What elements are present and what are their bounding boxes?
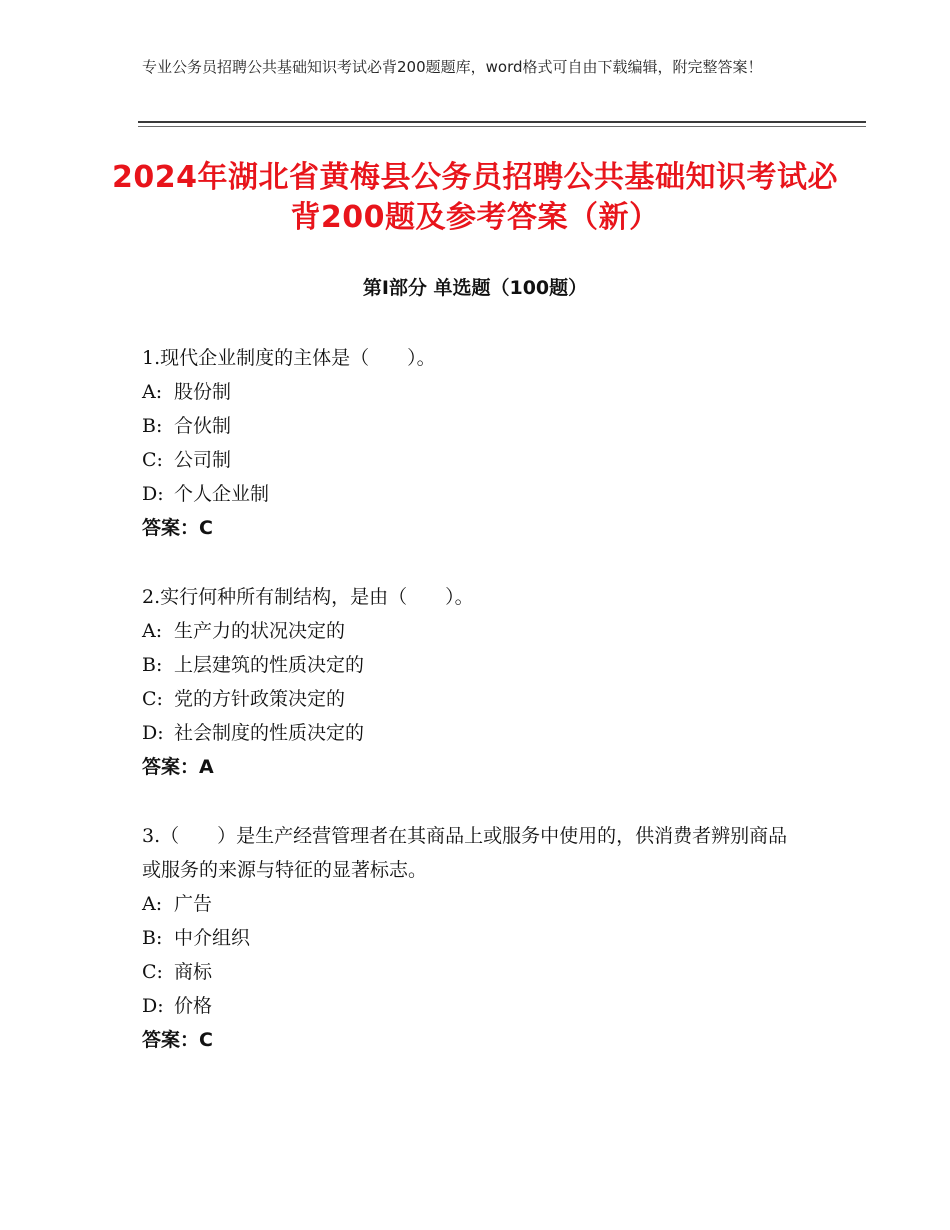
option-d: [142, 989, 802, 1023]
option-a: [142, 887, 802, 921]
option-letter: B:: [142, 927, 163, 949]
option-text: 价格: [174, 995, 213, 1017]
option-text: 党的方针政策决定的: [174, 688, 346, 710]
header-rule-thin: [138, 126, 866, 127]
option-text: 股份制: [174, 381, 232, 403]
option-text: 上层建筑的性质决定的: [174, 654, 365, 676]
option-text: 商标: [174, 961, 213, 983]
header-rule-thick: [138, 121, 866, 123]
option-letter: B:: [142, 415, 163, 437]
option-letter: B:: [142, 654, 163, 676]
option-letter: A:: [142, 893, 163, 915]
answer-line: 答案：C: [142, 517, 213, 539]
option-text: 生产力的状况决定的: [174, 620, 346, 642]
option-text: 合伙制: [174, 415, 232, 437]
answer-line: 答案：C: [142, 1029, 213, 1051]
option-c: [142, 682, 822, 716]
document-title: 2024年湖北省黄梅县公务员招聘公共基础知识考试必背200题及参考答案（新）: [112, 160, 838, 235]
option-c: [142, 955, 802, 989]
option-text: 广告: [174, 893, 213, 915]
option-letter: C:: [142, 688, 163, 710]
option-a: [142, 614, 822, 648]
option-a: [142, 375, 822, 409]
question-stem: 1.现代企业制度的主体是（ ）。: [142, 347, 436, 369]
option-b: [142, 921, 802, 955]
option-letter: D:: [142, 995, 164, 1017]
question-stem: 2.实行何种所有制结构，是由（ ）。: [142, 586, 474, 608]
option-c: [142, 443, 822, 477]
answer-line: 答案：A: [142, 756, 214, 778]
option-letter: C:: [142, 961, 163, 983]
header-note: 专业公务员招聘公共基础知识考试必背200题题库，word格式可自由下载编辑，附完整答案！: [142, 58, 763, 76]
option-letter: A:: [142, 620, 163, 642]
option-text: 公司制: [174, 449, 232, 471]
section-heading: 第Ⅰ部分 单选题（100题）: [362, 277, 588, 299]
question-3: [142, 819, 802, 1057]
option-d: [142, 477, 822, 511]
option-letter: A:: [142, 381, 163, 403]
option-b: [142, 648, 822, 682]
option-letter: D:: [142, 483, 164, 505]
question-2: [142, 580, 822, 784]
option-text: 中介组织: [174, 927, 251, 949]
option-d: [142, 716, 822, 750]
question-stem: 3.（ ）是生产经营管理者在其商品上或服务中使用的，供消费者辨别商品或服务的来源与特征的显著标志。: [142, 825, 788, 881]
option-text: 社会制度的性质决定的: [174, 722, 365, 744]
option-text: 个人企业制: [174, 483, 270, 505]
option-letter: C:: [142, 449, 163, 471]
option-letter: D:: [142, 722, 164, 744]
option-b: [142, 409, 822, 443]
question-1: [142, 341, 822, 545]
